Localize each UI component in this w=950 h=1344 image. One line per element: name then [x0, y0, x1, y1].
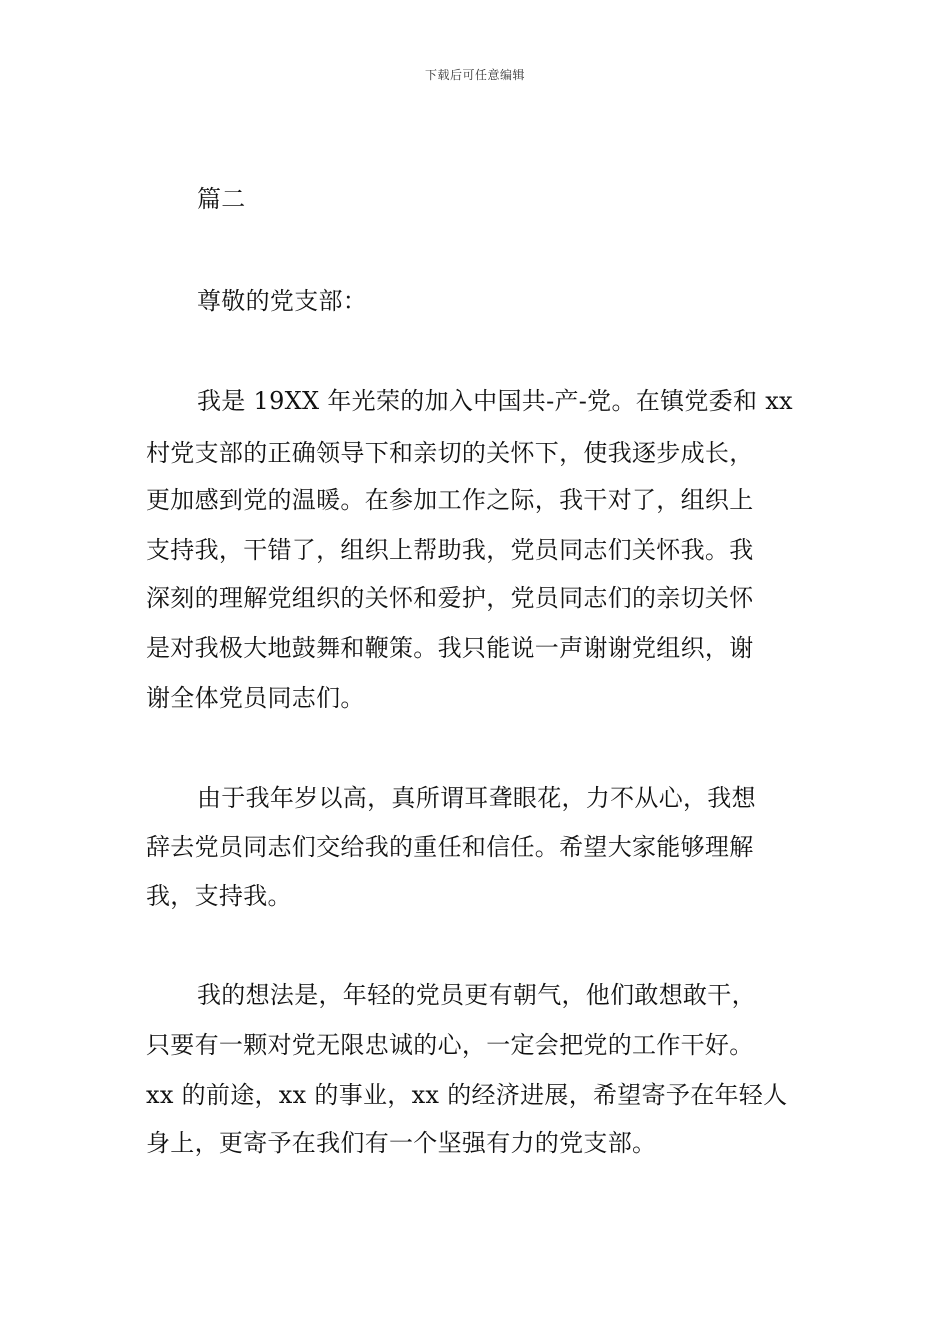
- paragraph-line: 只要有一颗对党无限忠诚的心，一定会把党的工作干好。: [146, 1031, 754, 1059]
- paragraph-line: 更加感到党的温暖。在参加工作之际，我干对了，组织上: [146, 486, 754, 514]
- paragraph-line: 我的想法是，年轻的党员更有朝气，他们敢想敢干，: [197, 981, 756, 1009]
- paragraph-line: 我是 19XX 年光荣的加入中国共-产-党。在镇党委和 xx: [197, 387, 793, 415]
- salutation: 尊敬的党支部：: [197, 287, 368, 315]
- paragraph-line: 村党支部的正确领导下和亲切的关怀下，使我逐步成长，: [146, 439, 754, 467]
- paragraph-line: 是对我极大地鼓舞和鞭策。我只能说一声谢谢党组织，谢: [146, 634, 754, 662]
- paragraph-line: 支持我，干错了，组织上帮助我，党员同志们关怀我。我: [146, 536, 754, 564]
- paragraph-line: xx 的前途，xx 的事业，xx 的经济进展，希望寄予在年轻人: [146, 1081, 788, 1109]
- section-title: 篇二: [197, 185, 246, 213]
- header-note: 下载后可任意编辑: [424, 68, 525, 82]
- paragraph-line: 谢全体党员同志们。: [146, 684, 365, 712]
- paragraph-line: 由于我年岁以高，真所谓耳聋眼花，力不从心，我想: [197, 784, 756, 812]
- paragraph-line: 深刻的理解党组织的关怀和爱护，党员同志们的亲切关怀: [146, 584, 754, 612]
- paragraph-line: 我，支持我。: [146, 882, 292, 910]
- paragraph-line: 辞去党员同志们交给我的重任和信任。希望大家能够理解: [146, 833, 754, 861]
- paragraph-line: 身上，更寄予在我们有一个坚强有力的党支部。: [146, 1129, 657, 1157]
